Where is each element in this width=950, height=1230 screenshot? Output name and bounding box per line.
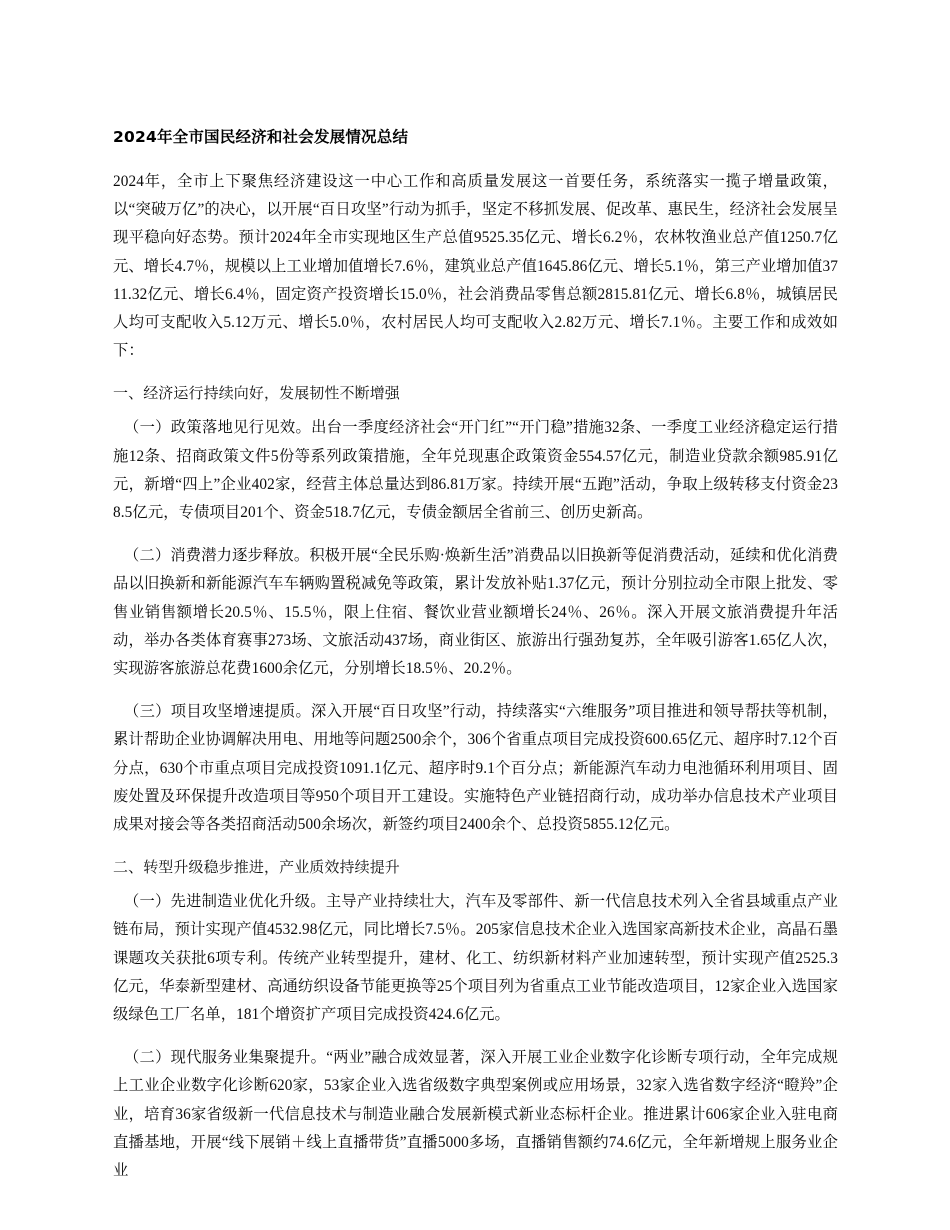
section-heading-2: 二、转型升级稳步推进，产业质效持续提升	[113, 859, 400, 877]
section-1-item-1: （一）政策落地见行见效。出台一季度经济社会“开门红”“开门稳”措施32条、一季度工业经济稳定运行措施12条、招商政策文件5份等系列政策措施，全年兑现惠企政策资金554.57亿元，制造业贷款余额985.91亿元，新增“四上”企业402家，经营主体总量达到86.81万家。持续开展“五跑”活动，争取上级转移支付资金238.5亿元，专债项目201个、资金518.7亿元，专债金额居全省前三、创历史新高。	[113, 419, 838, 522]
section-2-item-2: （二）现代服务业集聚提升。“两业”融合成效显著，深入开展工业企业数字化诊断专项行动，全年完成规上工业企业数字化诊断620家，53家企业入选省级数字典型案例或应用场景，32家入选省数字经济“瞪羚”企业，培育36家省级新一代信息技术与制造业融合发展新模式新业态标杆企业。推进累计606家企业入驻电商直播基地，开展“线下展销＋线上直播带货”直播5000多场，直播销售额约74.6亿元，全年新增规上服务业企业	[113, 1049, 838, 1180]
intro-paragraph: 2024年，全市上下聚焦经济建设这一中心工作和高质量发展这一首要任务，系统落实一揽子增量政策，以“突破万亿”的决心，以开展“百日攻坚”行动为抓手，坚定不移抓发展、促改革、惠民生，经济社会发展呈现平稳向好态势。预计2024年全市实现地区生产总值9525.35亿元、增长6.2％，农林牧渔业总产值1250.7亿元、增长4.7％，规模以上工业增加值增长7.6％，建筑业总产值1645.86亿元、增长5.1％，第三产业增加值3711.32亿元、增长6.4％，固定资产投资增长15.0％，社会消费品零售总额2815.81亿元、增长6.8％，城镇居民人均可支配收入5.12万元、增长5.0％，农村居民人均可支配收入2.82万元、增长7.1％。主要工作和成效如下：	[113, 173, 838, 360]
paragraph-spacer	[113, 534, 838, 542]
section-1-item-3: （三）项目攻坚增速提质。深入开展“百日攻坚”行动，持续落实“六维服务”项目推进和领导帮扶等机制，累计帮助企业协调解决用电、用地等问题2500余个，306个省重点项目完成投资600.65亿元、超序时7.12个百分点，630个市重点项目完成投资1091.1亿元、超序时9.1个百分点；新能源汽车动力电池循环利用项目、固废处置及环保提升改造项目等950个项目开工建设。实施特色产业链招商行动，成功举办信息技术产业项目成果对接会等各类招商活动500余场次，新签约项目2400余个、总投资5855.12亿元。	[113, 703, 838, 834]
page-title: 2024年全市国民经济和社会发展情况总结	[113, 128, 409, 146]
section-2-item-1: （一）先进制造业优化升级。主导产业持续壮大，汽车及零部件、新一代信息技术列入全省县域重点产业链布局，预计实现产值4532.98亿元，同比增长7.5％。205家信息技术企业入选国家高新技术企业，高晶石墨课题攻关获批6项专利。传统产业转型提升，建材、化工、纺织新材料产业加速转型，预计实现产值2525.3亿元，华泰新型建材、高通纺织设备节能更换等25个项目列为省重点工业节能改造项目，12家企业入选国家级绿色工厂名单，181个增资扩产项目完成投资424.6亿元。	[113, 893, 838, 1024]
paragraph-spacer	[113, 1036, 838, 1044]
paragraph-spacer	[113, 846, 838, 854]
section-1-item-2: （二）消费潜力逐步释放。积极开展“全民乐购·焕新生活”消费品以旧换新等促消费活动，延续和优化消费品以旧换新和新能源汽车车辆购置税减免等政策，累计发放补贴1.37亿元，预计分别拉动全市限上批发、零售业销售额增长20.5％、15.5％，限上住宿、餐饮业营业额增长24％、26％。深入开展文旅消费提升年活动，举办各类体育赛事273场、文旅活动437场，商业街区、旅游出行强劲复苏，全年吸引游客1.65亿人次，实现游客旅游总花费1600余亿元，分别增长18.5％、20.2％。	[113, 547, 838, 678]
section-heading-1: 一、经济运行持续向好，发展韧性不断增强	[113, 385, 400, 403]
paragraph-spacer	[113, 690, 838, 698]
paragraph-spacer	[113, 372, 838, 380]
